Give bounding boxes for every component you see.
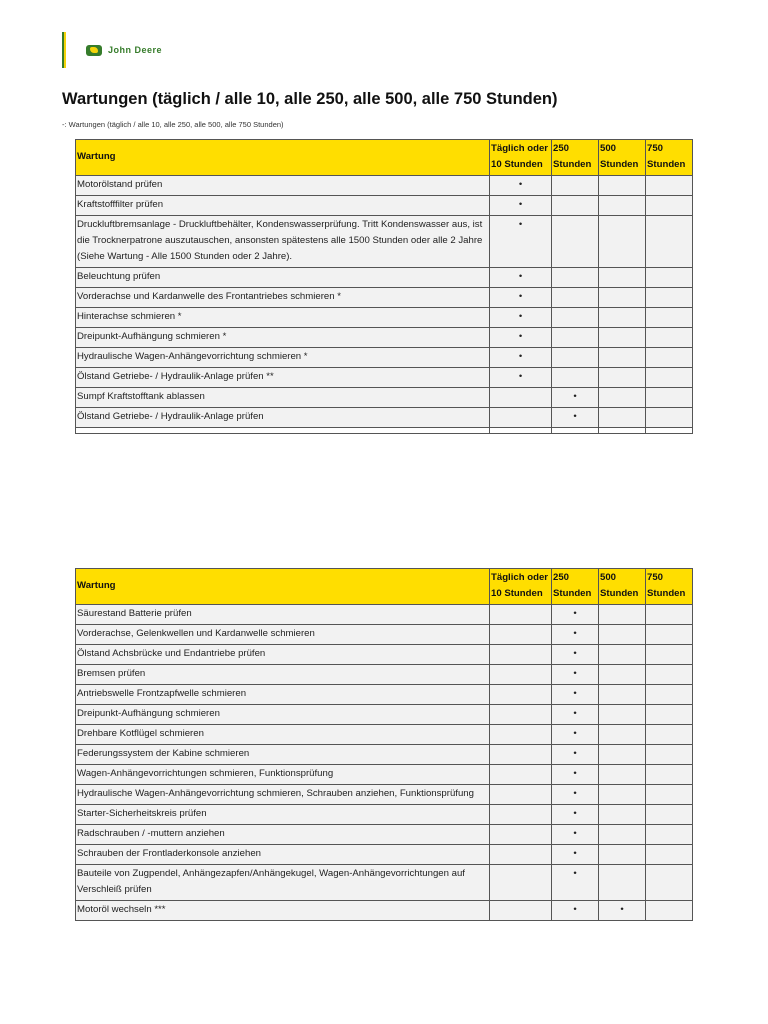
task-cell: Ölstand Getriebe- / Hydraulik-Anlage prüfen <box>76 408 490 428</box>
table-row <box>76 865 693 901</box>
interval-750h-cell <box>646 765 693 785</box>
daily-cell <box>490 745 552 765</box>
column-header-750h: 750 Stunden <box>646 569 693 605</box>
table-row <box>76 785 693 805</box>
interval-500h-cell <box>599 765 646 785</box>
interval-500h-cell <box>599 685 646 705</box>
table-row <box>76 845 693 865</box>
empty-cell <box>552 428 599 434</box>
interval-750h-cell <box>646 176 693 196</box>
interval-500h-cell <box>599 348 646 368</box>
interval-750h-cell <box>646 805 693 825</box>
column-header-daily: Täglich oder 10 Stunden <box>490 569 552 605</box>
column-header-500h: 500 Stunden <box>599 569 646 605</box>
daily-cell <box>490 901 552 921</box>
interval-750h-cell <box>646 388 693 408</box>
task-cell: Vorderachse, Gelenkwellen und Kardanwelle schmieren <box>76 625 490 645</box>
interval-500h-cell <box>599 725 646 745</box>
brand-color-bar <box>62 32 66 68</box>
daily-cell <box>490 805 552 825</box>
task-cell: Wagen-Anhängevorrichtungen schmieren, Funktionsprüfung <box>76 765 490 785</box>
interval-750h-cell <box>646 605 693 625</box>
interval-500h-cell <box>599 388 646 408</box>
interval-250h-cell: • <box>552 805 599 825</box>
interval-250h-cell: • <box>552 665 599 685</box>
table-header-row <box>76 140 693 176</box>
interval-250h-cell <box>552 368 599 388</box>
interval-250h-cell: • <box>552 408 599 428</box>
interval-500h-cell: • <box>599 901 646 921</box>
daily-cell <box>490 388 552 408</box>
table-row <box>76 268 693 288</box>
interval-750h-cell <box>646 288 693 308</box>
task-cell: Starter-Sicherheitskreis prüfen <box>76 805 490 825</box>
column-header-250h: 250 Stunden <box>552 140 599 176</box>
interval-500h-cell <box>599 308 646 328</box>
column-header-daily: Täglich oder 10 Stunden <box>490 140 552 176</box>
interval-500h-cell <box>599 805 646 825</box>
table-row <box>76 765 693 785</box>
interval-250h-cell <box>552 348 599 368</box>
interval-500h-cell <box>599 196 646 216</box>
task-cell: Ölstand Getriebe- / Hydraulik-Anlage prüfen ** <box>76 368 490 388</box>
interval-500h-cell <box>599 216 646 268</box>
interval-250h-cell <box>552 196 599 216</box>
table-row <box>76 605 693 625</box>
task-cell: Radschrauben / -muttern anziehen <box>76 825 490 845</box>
table-row <box>76 645 693 665</box>
table-row <box>76 348 693 368</box>
interval-750h-cell <box>646 705 693 725</box>
interval-500h-cell <box>599 865 646 901</box>
interval-750h-cell <box>646 901 693 921</box>
empty-cell <box>76 428 490 434</box>
interval-500h-cell <box>599 825 646 845</box>
column-header-500h: 500 Stunden <box>599 140 646 176</box>
daily-cell <box>490 725 552 745</box>
task-cell: Dreipunkt-Aufhängung schmieren * <box>76 328 490 348</box>
daily-cell <box>490 785 552 805</box>
column-header-task: Wartung <box>76 569 490 605</box>
interval-250h-cell: • <box>552 685 599 705</box>
interval-500h-cell <box>599 785 646 805</box>
interval-250h-cell <box>552 176 599 196</box>
daily-cell: • <box>490 368 552 388</box>
interval-250h-cell <box>552 268 599 288</box>
interval-750h-cell <box>646 725 693 745</box>
document-header <box>62 32 162 68</box>
interval-500h-cell <box>599 328 646 348</box>
interval-750h-cell <box>646 825 693 845</box>
interval-500h-cell <box>599 845 646 865</box>
interval-250h-cell: • <box>552 705 599 725</box>
table-row <box>76 308 693 328</box>
table-end-row <box>76 428 693 434</box>
empty-cell <box>599 428 646 434</box>
interval-500h-cell <box>599 268 646 288</box>
table-row <box>76 825 693 845</box>
daily-cell: • <box>490 348 552 368</box>
interval-250h-cell: • <box>552 388 599 408</box>
table-row <box>76 216 693 268</box>
table-row <box>76 685 693 705</box>
task-cell: Bremsen prüfen <box>76 665 490 685</box>
daily-cell <box>490 605 552 625</box>
daily-cell <box>490 845 552 865</box>
task-cell: Hinterachse schmieren * <box>76 308 490 328</box>
task-cell: Vorderachse und Kardanwelle des Frontantriebes schmieren * <box>76 288 490 308</box>
interval-750h-cell <box>646 625 693 645</box>
table-row <box>76 328 693 348</box>
table-row <box>76 805 693 825</box>
interval-750h-cell <box>646 268 693 288</box>
interval-500h-cell <box>599 605 646 625</box>
table-row <box>76 725 693 745</box>
task-cell: Hydraulische Wagen-Anhängevorrichtung schmieren * <box>76 348 490 368</box>
daily-cell: • <box>490 328 552 348</box>
interval-250h-cell: • <box>552 745 599 765</box>
interval-750h-cell <box>646 368 693 388</box>
deer-logo-icon <box>86 45 102 56</box>
interval-250h-cell: • <box>552 865 599 901</box>
daily-cell <box>490 865 552 901</box>
daily-cell <box>490 665 552 685</box>
interval-750h-cell <box>646 328 693 348</box>
daily-cell <box>490 645 552 665</box>
task-cell: Federungssystem der Kabine schmieren <box>76 745 490 765</box>
interval-250h-cell: • <box>552 785 599 805</box>
john-deere-logo <box>86 45 162 56</box>
column-header-750h: 750 Stunden <box>646 140 693 176</box>
table-row <box>76 196 693 216</box>
maintenance-table-250h <box>75 568 693 921</box>
table-row <box>76 388 693 408</box>
interval-250h-cell: • <box>552 605 599 625</box>
table-header-row <box>76 569 693 605</box>
interval-250h-cell <box>552 308 599 328</box>
table-row <box>76 288 693 308</box>
task-cell: Motoröl wechseln *** <box>76 901 490 921</box>
table-row <box>76 176 693 196</box>
table-row <box>76 665 693 685</box>
task-cell: Sumpf Kraftstofftank ablassen <box>76 388 490 408</box>
interval-500h-cell <box>599 408 646 428</box>
daily-cell: • <box>490 268 552 288</box>
task-cell: Antriebswelle Frontzapfwelle schmieren <box>76 685 490 705</box>
task-cell: Ölstand Achsbrücke und Endantriebe prüfen <box>76 645 490 665</box>
interval-500h-cell <box>599 176 646 196</box>
task-cell: Beleuchtung prüfen <box>76 268 490 288</box>
task-cell: Dreipunkt-Aufhängung schmieren <box>76 705 490 725</box>
empty-cell <box>490 428 552 434</box>
empty-cell <box>646 428 693 434</box>
task-cell: Bauteile von Zugpendel, Anhängezapfen/Anhängekugel, Wagen-Anhängevorrichtungen auf Verschleiß prüfen <box>76 865 490 901</box>
table-row <box>76 625 693 645</box>
interval-250h-cell: • <box>552 625 599 645</box>
daily-cell <box>490 825 552 845</box>
interval-250h-cell <box>552 216 599 268</box>
daily-cell: • <box>490 308 552 328</box>
interval-750h-cell <box>646 216 693 268</box>
daily-cell: • <box>490 196 552 216</box>
daily-cell <box>490 765 552 785</box>
interval-750h-cell <box>646 196 693 216</box>
interval-250h-cell: • <box>552 901 599 921</box>
task-cell: Kraftstofffilter prüfen <box>76 196 490 216</box>
column-header-task: Wartung <box>76 140 490 176</box>
interval-750h-cell <box>646 785 693 805</box>
interval-500h-cell <box>599 288 646 308</box>
daily-cell: • <box>490 216 552 268</box>
interval-250h-cell: • <box>552 845 599 865</box>
table-row <box>76 745 693 765</box>
interval-750h-cell <box>646 745 693 765</box>
task-cell: Motorölstand prüfen <box>76 176 490 196</box>
daily-cell <box>490 685 552 705</box>
brand-name: John Deere <box>108 45 163 55</box>
daily-cell: • <box>490 288 552 308</box>
interval-500h-cell <box>599 625 646 645</box>
interval-250h-cell: • <box>552 725 599 745</box>
task-cell: Säurestand Batterie prüfen <box>76 605 490 625</box>
breadcrumb: -: Wartungen (täglich / alle 10, alle 250, alle 500, alle 750 Stunden) <box>62 120 284 129</box>
table-row <box>76 705 693 725</box>
task-cell: Schrauben der Frontladerkonsole anziehen <box>76 845 490 865</box>
interval-250h-cell: • <box>552 645 599 665</box>
task-cell: Druckluftbremsanlage - Druckluftbehälter, Kondenswasserprüfung. Tritt Kondenswasser aus, ist die Trocknerpatrone auszutauschen, ansonsten spätestens alle 1500 Stunden oder alle 2 Jahre (Siehe Wartung - Alle 1500 Stunden oder 2 Jahre). <box>76 216 490 268</box>
interval-250h-cell: • <box>552 825 599 845</box>
interval-500h-cell <box>599 368 646 388</box>
interval-750h-cell <box>646 348 693 368</box>
page-title: Wartungen (täglich / alle 10, alle 250, alle 500, alle 750 Stunden) <box>62 90 558 108</box>
maintenance-table-daily <box>75 139 693 434</box>
interval-250h-cell: • <box>552 765 599 785</box>
table-row <box>76 368 693 388</box>
interval-750h-cell <box>646 845 693 865</box>
daily-cell <box>490 625 552 645</box>
column-header-250h: 250 Stunden <box>552 569 599 605</box>
interval-500h-cell <box>599 745 646 765</box>
interval-500h-cell <box>599 665 646 685</box>
interval-250h-cell <box>552 328 599 348</box>
daily-cell <box>490 408 552 428</box>
task-cell: Drehbare Kotflügel schmieren <box>76 725 490 745</box>
daily-cell <box>490 705 552 725</box>
interval-750h-cell <box>646 645 693 665</box>
daily-cell: • <box>490 176 552 196</box>
task-cell: Hydraulische Wagen-Anhängevorrichtung schmieren, Schrauben anziehen, Funktionsprüfung <box>76 785 490 805</box>
interval-500h-cell <box>599 705 646 725</box>
interval-750h-cell <box>646 865 693 901</box>
interval-750h-cell <box>646 308 693 328</box>
interval-750h-cell <box>646 685 693 705</box>
interval-750h-cell <box>646 408 693 428</box>
interval-250h-cell <box>552 288 599 308</box>
table-row <box>76 408 693 428</box>
table-row <box>76 901 693 921</box>
interval-500h-cell <box>599 645 646 665</box>
interval-750h-cell <box>646 665 693 685</box>
